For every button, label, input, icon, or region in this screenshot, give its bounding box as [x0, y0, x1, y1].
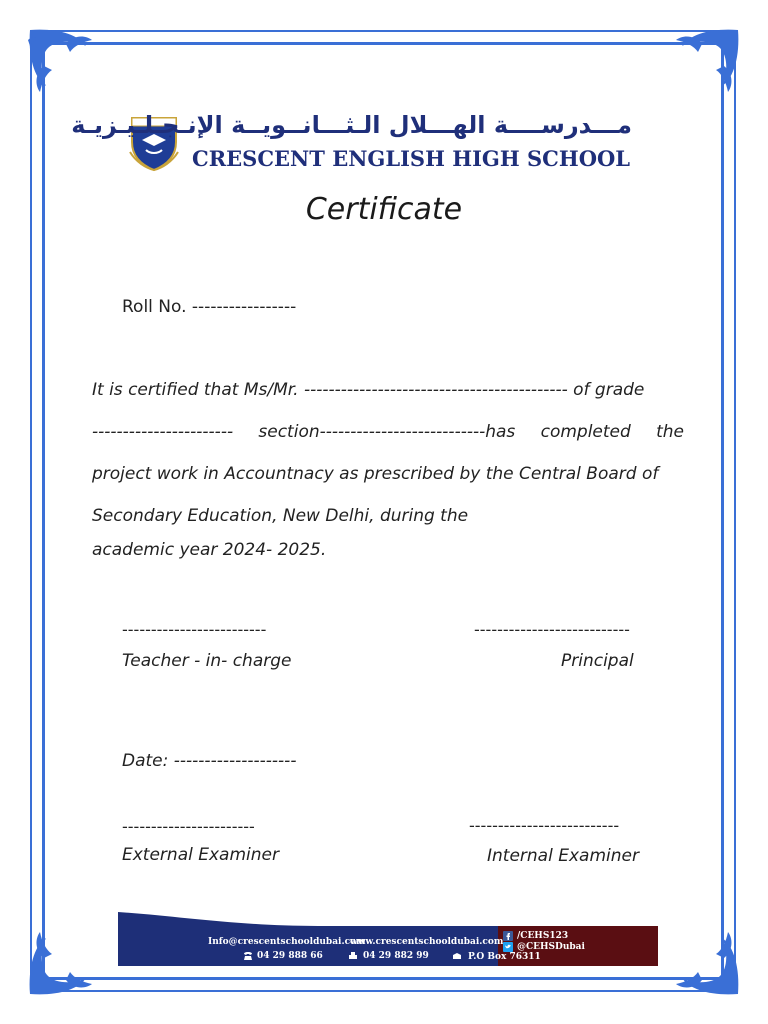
fax-icon [348, 951, 358, 961]
corner-ornament-icon [670, 26, 742, 98]
certificate-line-5: academic year 2024- 2025. [92, 540, 327, 560]
section-blank: section---------------------------has [258, 422, 516, 442]
footer-email[interactable]: Info@crescentschooldubai.com [208, 937, 366, 947]
principal-signature-line: --------------------------- [474, 620, 630, 639]
school-arabic-name: مـــدرســــة الهـــلال الـثـــانــويــة الإنـجـلـيـزيـة [71, 111, 632, 139]
principal-label: Principal [561, 651, 634, 671]
external-examiner-signature-line: ----------------------- [122, 817, 255, 836]
date-field: Date: -------------------- [122, 751, 297, 771]
footer-fax: 04 29 882 99 [363, 951, 429, 961]
footer-po-box: P.O Box 76311 [468, 952, 541, 962]
line-2-word: the [656, 422, 684, 442]
twitter-icon[interactable] [503, 942, 513, 952]
certificate-line-4: Secondary Education, New Delhi, during the [92, 506, 469, 526]
facebook-icon[interactable] [503, 931, 513, 941]
certificate-title: Certificate [305, 192, 463, 227]
mailbox-icon [452, 951, 462, 961]
internal-examiner-signature-line: -------------------------- [469, 816, 620, 835]
certificate-line-2 [92, 420, 684, 444]
grade-blank: ----------------------- [92, 422, 234, 442]
corner-ornament-icon [26, 926, 98, 998]
roll-number-field: Roll No. ----------------- [122, 297, 297, 317]
teacher-signature-line: ------------------------- [122, 620, 267, 639]
footer-twitter[interactable]: @CEHSDubai [517, 942, 585, 952]
external-examiner-label: External Examiner [122, 845, 279, 865]
corner-ornament-icon [670, 926, 742, 998]
footer-website[interactable]: www.crescentschooldubai.com [350, 937, 504, 947]
certificate-line-3: project work in Accountnacy as prescribed by the Central Board of [92, 464, 659, 484]
internal-examiner-label: Internal Examiner [487, 846, 639, 866]
corner-ornament-icon [26, 26, 98, 98]
footer-facebook[interactable]: /CEHS123 [517, 931, 569, 941]
school-english-name: CRESCENT ENGLISH HIGH SCHOOL [192, 146, 631, 171]
footer-phone: 04 29 888 66 [257, 951, 323, 961]
certificate-line-1: It is certified that Ms/Mr. ------------------------------------------- of grade [92, 380, 645, 400]
line-2-word: completed [540, 422, 631, 442]
teacher-label: Teacher - in- charge [122, 651, 292, 671]
phone-icon [243, 951, 253, 961]
